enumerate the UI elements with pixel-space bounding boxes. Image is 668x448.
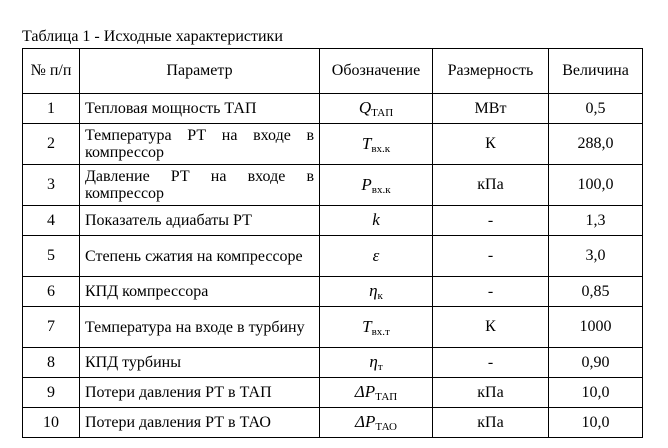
table-row xyxy=(23,124,643,165)
row-value: 1000 xyxy=(549,307,643,348)
row-symbol: $\eta_т$ xyxy=(320,348,433,378)
row-num: 10 xyxy=(23,408,80,438)
row-value: 288,0 xyxy=(549,124,643,165)
table-row xyxy=(23,307,643,348)
row-param: КПД турбины xyxy=(80,348,320,378)
row-symbol: $T_{вх.т}$ xyxy=(320,307,433,348)
row-unit: кПа xyxy=(433,378,549,408)
row-num: 8 xyxy=(23,348,80,378)
table-row xyxy=(23,94,643,124)
row-symbol: $\Delta P_{ТАО}$ xyxy=(320,408,433,438)
row-param: КПД компрессора xyxy=(80,277,320,307)
row-param: Потери давления РТ в ТАО xyxy=(80,408,320,438)
row-value: 1,3 xyxy=(549,206,643,236)
table-row xyxy=(23,408,643,438)
row-value: 10,0 xyxy=(549,408,643,438)
row-unit: - xyxy=(433,277,549,307)
row-num: 6 xyxy=(23,277,80,307)
characteristics-table xyxy=(22,48,643,438)
header-value: Величина xyxy=(549,49,643,94)
row-param: Тепловая мощность ТАП xyxy=(80,94,320,124)
row-symbol: $\Delta P_{ТАП}$ xyxy=(320,378,433,408)
row-unit: - xyxy=(433,236,549,277)
header-symbol: Обозначение xyxy=(320,49,433,94)
row-symbol: $Q_{ТАП}$ xyxy=(320,94,433,124)
row-num: 5 xyxy=(23,236,80,277)
row-param: Показатель адиабаты РТ xyxy=(80,206,320,236)
row-symbol: $T_{вх.к}$ xyxy=(320,124,433,165)
row-num: 3 xyxy=(23,165,80,206)
row-param: Потери давления РТ в ТАП xyxy=(80,378,320,408)
row-num: 9 xyxy=(23,378,80,408)
row-unit: кПа xyxy=(433,408,549,438)
header-num: № п/п xyxy=(23,49,80,94)
row-num: 1 xyxy=(23,94,80,124)
table-header-row xyxy=(23,49,643,94)
row-param: Степень сжатия на компрессоре xyxy=(80,236,320,277)
row-num: 2 xyxy=(23,124,80,165)
row-num: 4 xyxy=(23,206,80,236)
row-unit: МВт xyxy=(433,94,549,124)
row-num: 7 xyxy=(23,307,80,348)
row-value: 3,0 xyxy=(549,236,643,277)
row-unit: - xyxy=(433,206,549,236)
row-symbol: ε xyxy=(320,236,433,277)
row-symbol: k xyxy=(320,206,433,236)
row-value: 0,90 xyxy=(549,348,643,378)
table-row xyxy=(23,348,643,378)
table-row xyxy=(23,378,643,408)
row-param: Давление РТ на входе в компрессор xyxy=(80,165,320,206)
row-unit: К xyxy=(433,124,549,165)
row-value: 0,85 xyxy=(549,277,643,307)
row-symbol: $\eta_к$ xyxy=(320,277,433,307)
table-caption: Таблица 1 - Исходные характеристики xyxy=(22,28,283,45)
row-param: Температура РТ на входе в компрессор xyxy=(80,124,320,165)
table-row xyxy=(23,206,643,236)
table-row xyxy=(23,236,643,277)
row-value: 100,0 xyxy=(549,165,643,206)
row-symbol: $P_{вх.к}$ xyxy=(320,165,433,206)
row-param: Температура на входе в турбину xyxy=(80,307,320,348)
row-unit: - xyxy=(433,348,549,378)
row-unit: К xyxy=(433,307,549,348)
table-row xyxy=(23,165,643,206)
header-unit: Размерность xyxy=(433,49,549,94)
table-row xyxy=(23,277,643,307)
row-value: 10,0 xyxy=(549,378,643,408)
row-value: 0,5 xyxy=(549,94,643,124)
row-unit: кПа xyxy=(433,165,549,206)
header-param: Параметр xyxy=(80,49,320,94)
